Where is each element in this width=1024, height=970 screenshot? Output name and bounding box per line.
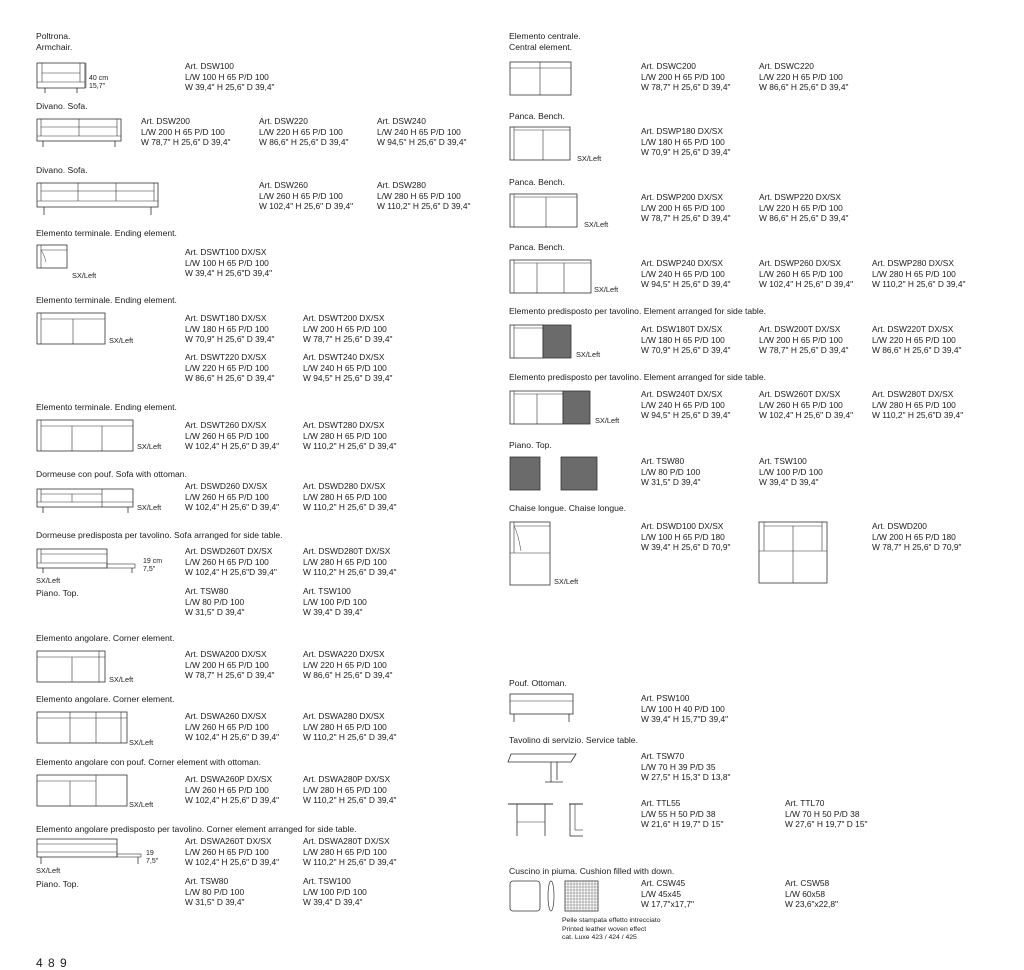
ottoman-drawing [509, 692, 575, 724]
side-label: SX/Left [554, 577, 579, 586]
section-title: Dormeuse con pouf. Sofa with ottoman. [36, 469, 187, 479]
side-label: SX/Left [576, 350, 601, 359]
spec-block: Art. TTL70 L/W 70 H 50 P/D 38 W 27,6" H 19,7" D 15" [785, 798, 868, 829]
section-title: Divano. Sofa. [36, 165, 88, 175]
section-title: Elemento terminale. Ending element. [36, 228, 177, 238]
spec-block: Art. DSW220T DX/SX L/W 220 H 65 P/D 100 W 86,6" H 25,6" D 39,4" [872, 324, 962, 355]
section-title: Tavolino di servizio. Service table. [509, 735, 638, 745]
section-title: Pouf. Ottoman. [509, 678, 567, 688]
height-label: 19 cm 7,5" [143, 558, 163, 573]
spec-block: Art. DSW100 L/W 100 H 65 P/D 100 W 39,4" H 25,6" D 39,4" [185, 61, 275, 92]
spec-block: Art. DSWA260 DX/SX L/W 260 H 65 P/D 100 W 102,4" H 25,6" D 39,4" [185, 711, 280, 742]
spec-block: Art. TSW80 L/W 80 P/D 100 W 31,5" D 39,4" [641, 456, 701, 487]
side-label: SX/Left [72, 271, 97, 280]
spec-block: Art. DSW280 L/W 280 H 65 P/D 100 W 110,2" H 25,6" D 39,4" [377, 180, 471, 211]
spec-block: Art. DSWT260 DX/SX L/W 260 H 65 P/D 100 W 102,4" H 25,6" D 39,4" [185, 420, 280, 451]
dormeuse-drawing [36, 486, 136, 514]
section-title: Piano. Top. [509, 440, 552, 450]
side-label: SX/Left [109, 336, 134, 345]
corner-pouf-drawing [36, 774, 130, 808]
spec-block: Art. DSWP220 DX/SX L/W 220 H 65 P/D 100 W 86,6" H 25,6" D 39,4" [759, 192, 849, 223]
spec-block: Art. DSWD260T DX/SX L/W 260 H 65 P/D 100 W 102,4" H 25,6"D 39,4" [185, 546, 277, 577]
spec-block: Art. DSWD280T DX/SX L/W 280 H 65 P/D 100 W 110,2" H 25,6" D 39,4" [303, 546, 397, 577]
spec-block: Art. DSWT100 DX/SX L/W 100 H 65 P/D 100 W 39,4" H 25,6"D 39,4" [185, 247, 273, 278]
spec-block: Art. DSWD260 DX/SX L/W 260 H 65 P/D 100 W 102,4" H 25,6" D 39,4" [185, 481, 280, 512]
spec-block: Art. DSWC220 L/W 220 H 65 P/D 100 W 86,6" H 25,6" D 39,4" [759, 61, 849, 92]
top-label: Piano. Top. [36, 588, 79, 598]
spec-block: Art. DSWC200 L/W 200 H 65 P/D 100 W 78,7" H 25,6" D 39,4" [641, 61, 731, 92]
spec-block: Art. DSW180T DX/SX L/W 180 H 65 P/D 100 W 70,9" H 25,6" D 39,4" [641, 324, 731, 355]
section-title: Elemento angolare. Corner element. [36, 694, 175, 704]
side-label: SX/Left [595, 416, 620, 425]
page-number: 4 8 9 [36, 956, 68, 970]
spec-block: Art. DSWT180 DX/SX L/W 180 H 65 P/D 100 W 70,9" H 25,6" D 39,4" [185, 313, 275, 344]
corner-table-drawing [36, 838, 144, 866]
spec-block: Art. DSW220 L/W 220 H 65 P/D 100 W 86,6" H 25,6" D 39,4" [259, 116, 349, 147]
side-label: SX/Left [577, 154, 602, 163]
side-table-element-drawing [509, 324, 573, 360]
side-label: SX/Left [109, 675, 134, 684]
spec-block: Art. TSW70 L/W 70 H 39 P/D 35 W 27,5" H 15,3" D 13,8" [641, 751, 731, 782]
side-label: SX/Left [36, 866, 61, 875]
dormeuse-table-drawing [36, 547, 140, 575]
side-label: SX/Left [584, 220, 609, 229]
spec-block: Art. DSWP280 DX/SX L/W 280 H 65 P/D 100 W 110,2" H 25,6" D 39,4" [872, 258, 966, 289]
spec-block: Art. DSW200 L/W 200 H 65 P/D 100 W 78,7" H 25,6" D 39,4" [141, 116, 231, 147]
spec-block: Art. DSWP180 DX/SX L/W 180 H 65 P/D 100 W 70,9" H 25,6" D 39,4" [641, 126, 731, 157]
top-label: Piano. Top. [36, 879, 79, 889]
section-title: Panca. Bench. [509, 177, 565, 187]
side-label: SX/Left [36, 576, 61, 585]
section-title: Panca. Bench. [509, 111, 565, 121]
section-title: Divano. Sofa. [36, 101, 88, 111]
spec-block: Art. DSWT280 DX/SX L/W 280 H 65 P/D 100 W 110,2" H 25,6" D 39,4" [303, 420, 397, 451]
spec-block: Art. DSWA200 DX/SX L/W 200 H 65 P/D 100 W 78,7" H 25,6" D 39,4" [185, 649, 275, 680]
spec-block: Art. DSW260 L/W 260 H 65 P/D 100 W 102,4" H 25,6" D 39,4" [259, 180, 354, 211]
spec-block: Art. DSWD100 DX/SX L/W 100 H 65 P/D 180 W 39,4" H 25,6" D 70,9" [641, 521, 731, 552]
spec-block: Art. DSWA220 DX/SX L/W 220 H 65 P/D 100 W 86,6" H 25,6" D 39,4" [303, 649, 393, 680]
height-label: 19 7,5" [146, 850, 159, 865]
corner-element-drawing [36, 711, 130, 745]
spec-block: Art. DSWP260 DX/SX L/W 260 H 65 P/D 100 W 102,4" H 25,6" D 39,4" [759, 258, 854, 289]
section-title: Elemento centrale. Central element. [509, 31, 581, 52]
spec-block: Art. DSW280T DX/SX L/W 280 H 65 P/D 100 W 110,2" H 25,6"D 39,4" [872, 389, 964, 420]
material-note: Pelle stampata effetto intrecciato Printed leather woven effect cat. Luxe 423 / 424 / 425 [562, 917, 661, 942]
section-title: Elemento predisposto per tavolino. Element arranged for side table. [509, 306, 767, 316]
ending-element-drawing [36, 419, 136, 453]
spec-block: Art. DSWD200 L/W 200 H 65 P/D 180 W 78,7" H 25,6" D 70,9" [872, 521, 962, 552]
spec-block: Art. DSWA260P DX/SX L/W 260 H 65 P/D 100 W 102,4" H 25,6" D 39,4" [185, 774, 280, 805]
spec-block: Art. DSW260T DX/SX L/W 260 H 65 P/D 100 W 102,4" H 25,6" D 39,4" [759, 389, 854, 420]
section-title: Poltrona. Armchair. [36, 31, 73, 52]
spec-block: Art. DSWT220 DX/SX L/W 220 H 65 P/D 100 W 86,6" H 25,6" D 39,4" [185, 352, 275, 383]
section-title: Elemento terminale. Ending element. [36, 295, 177, 305]
spec-block: Art. DSWP200 DX/SX L/W 200 H 65 P/D 100 W 78,7" H 25,6" D 39,4" [641, 192, 731, 223]
spec-block: Art. PSW100 L/W 100 H 40 P/D 100 W 39,4" H 15,7"D 39,4" [641, 693, 729, 724]
spec-block: Art. TSW100 L/W 100 P/D 100 W 39,4" D 39,4" [759, 456, 823, 487]
top-panel-drawing [509, 456, 599, 492]
side-label: SX/Left [129, 738, 154, 747]
spec-block: Art. DSWA280T DX/SX L/W 280 H 65 P/D 100 W 110,2" H 25,6" D 39,4" [303, 836, 397, 867]
spec-block: Art. TSW80 L/W 80 P/D 100 W 31,5" D 39,4" [185, 586, 245, 617]
side-table-ttl-drawing [507, 802, 597, 838]
height-label: 40 cm 15,7" [89, 75, 109, 90]
spec-block: Art. DSW200T DX/SX L/W 200 H 65 P/D 100 W 78,7" H 25,6" D 39,4" [759, 324, 849, 355]
cushion-drawing [509, 880, 601, 914]
spec-block: Art. CSW58 L/W 60x58 W 23,6"x22,8" [785, 878, 838, 909]
spec-block: Art. DSW240T DX/SX L/W 240 H 65 P/D 100 W 94,5" H 25,6" D 39,4" [641, 389, 731, 420]
spec-block: Art. DSWA260T DX/SX L/W 260 H 65 P/D 100 W 102,4" H 25,6" D 39,4" [185, 836, 280, 867]
section-title: Dormeuse predisposta per tavolino. Sofa arranged for side table. [36, 530, 283, 540]
spec-block: Art. DSWP240 DX/SX L/W 240 H 65 P/D 100 W 94,5" H 25,6" D 39,4" [641, 258, 731, 289]
spec-block: Art. DSWA280 DX/SX L/W 280 H 65 P/D 100 W 110,2" H 25,6" D 39,4" [303, 711, 397, 742]
section-title: Elemento terminale. Ending element. [36, 402, 177, 412]
spec-block: Art. DSWT240 DX/SX L/W 240 H 65 P/D 100 W 94,5" H 25,6" D 39,4" [303, 352, 393, 383]
chaise-longue-wide-drawing [758, 521, 830, 585]
side-label: SX/Left [137, 503, 162, 512]
section-title: Panca. Bench. [509, 242, 565, 252]
sofa-drawing [36, 118, 122, 148]
spec-block: Art. TSW100 L/W 100 P/D 100 W 39,4" D 39,4" [303, 586, 367, 617]
side-table-element-drawing [509, 390, 593, 426]
side-label: SX/Left [137, 442, 162, 451]
central-element-drawing [509, 61, 573, 97]
spec-block: Art. DSWT200 DX/SX L/W 200 H 65 P/D 100 W 78,7" H 25,6" D 39,4" [303, 313, 393, 344]
chaise-longue-drawing [509, 521, 553, 587]
ending-element-drawing [36, 312, 108, 346]
section-title: Elemento predisposto per tavolino. Element arranged for side table. [509, 372, 767, 382]
corner-element-drawing [36, 650, 108, 684]
armchair-drawing [36, 62, 88, 94]
section-title: Chaise longue. Chaise longue. [509, 503, 627, 513]
spec-block: Art. TSW80 L/W 80 P/D 100 W 31,5" D 39,4" [185, 876, 245, 907]
ending-element-drawing [36, 244, 70, 270]
sofa-drawing [36, 182, 160, 216]
bench-drawing [509, 193, 581, 229]
section-title: Elemento angolare con pouf. Corner element with ottoman. [36, 757, 261, 767]
spec-block: Art. CSW45 L/W 45x45 W 17,7"x17,7" [641, 878, 694, 909]
section-title: Cuscino in piuma. Cushion filled with down. [509, 866, 675, 876]
spec-block: Art. DSW240 L/W 240 H 65 P/D 100 W 94,5" H 25,6" D 39,4" [377, 116, 467, 147]
side-label: SX/Left [594, 285, 619, 294]
bench-drawing [509, 126, 573, 162]
spec-block: Art. DSWD280 DX/SX L/W 280 H 65 P/D 100 W 110,2" H 25,6" D 39,4" [303, 481, 397, 512]
bench-drawing [509, 259, 593, 295]
service-table-drawing [507, 752, 579, 786]
spec-block: Art. DSWA280P DX/SX L/W 280 H 65 P/D 100 W 110,2" H 25,6" D 39,4" [303, 774, 397, 805]
section-title: Elemento angolare predisposto per tavolino. Corner element arranged for side table. [36, 824, 357, 834]
section-title: Elemento angolare. Corner element. [36, 633, 175, 643]
spec-block: Art. TSW100 L/W 100 P/D 100 W 39,4" D 39,4" [303, 876, 367, 907]
spec-block: Art. TTL55 L/W 55 H 50 P/D 38 W 21,6" H 19,7" D 15" [641, 798, 724, 829]
side-label: SX/Left [129, 800, 154, 809]
